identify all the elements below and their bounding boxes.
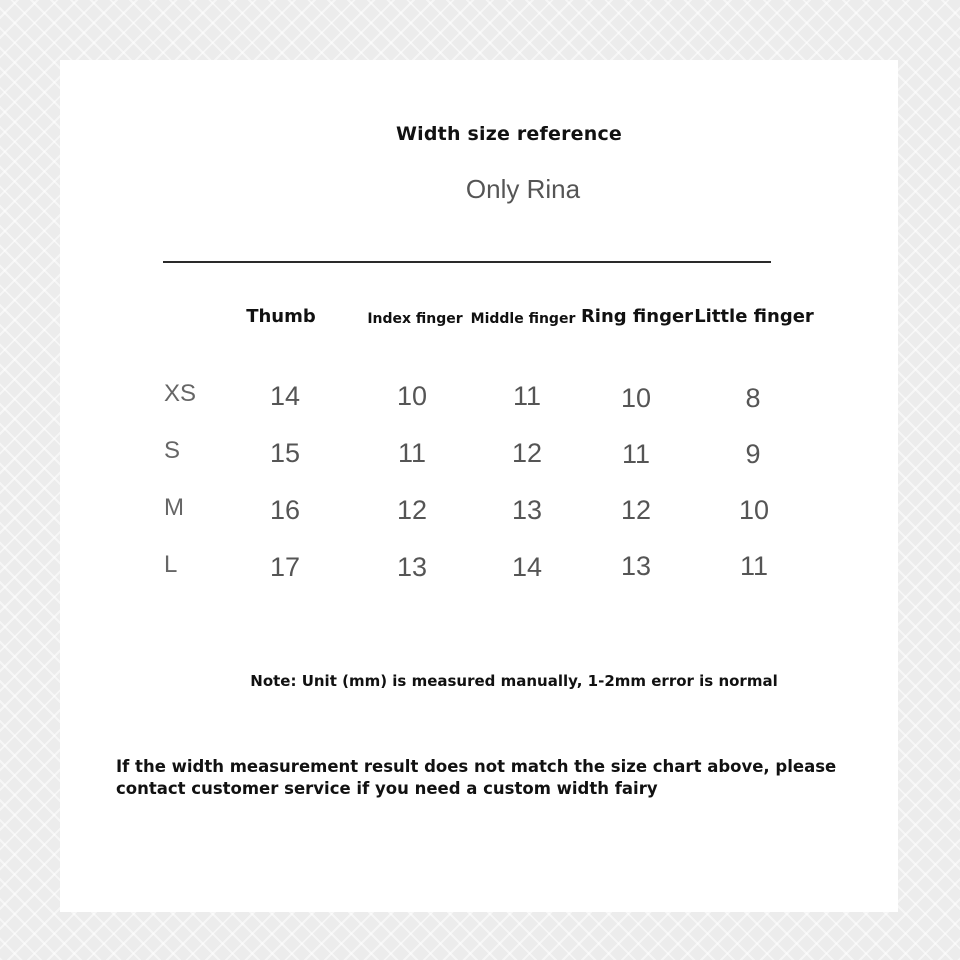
table-cell: 9 (745, 439, 761, 469)
table-cell: 8 (745, 383, 761, 413)
row-size-label: L (164, 551, 178, 578)
table-cell: 10 (738, 495, 770, 525)
column-header-ring: Ring finger (580, 306, 694, 327)
row-size-label: XS (164, 380, 197, 407)
table-cell: 11 (739, 551, 769, 581)
table-cell: 11 (397, 438, 427, 468)
table-cell: 14 (511, 552, 543, 582)
column-header-middle: Middle finger (470, 311, 576, 327)
table-cell: 10 (396, 381, 428, 411)
table-cell: 10 (620, 383, 652, 413)
table-cell: 12 (396, 495, 428, 525)
column-header-little: Little finger (694, 306, 814, 327)
brand-name: Only Rina (465, 174, 581, 204)
measurement-note: Note: Unit (mm) is measured manually, 1-2mm error is normal (250, 672, 778, 690)
table-cell: 13 (511, 495, 543, 525)
table-cell: 13 (396, 552, 428, 582)
table-cell: 12 (620, 495, 652, 525)
row-size-label: M (164, 494, 184, 521)
custom-width-notice: If the width measurement result does not match the size chart above, please contact customer service if you need a custom width fairy (116, 757, 837, 798)
divider-line (163, 261, 771, 263)
table-cell: 14 (269, 381, 301, 411)
table-cell: 16 (269, 495, 301, 525)
table-cell: 13 (620, 551, 652, 581)
table-cell: 17 (269, 552, 301, 582)
size-chart-card (60, 60, 898, 912)
column-header-thumb: Thumb (246, 306, 316, 327)
column-header-index: Index finger (367, 311, 463, 327)
table-cell: 12 (511, 438, 543, 468)
table-cell: 15 (269, 438, 301, 468)
chart-title: Width size reference (395, 123, 623, 145)
table-cell: 11 (512, 381, 542, 411)
row-size-label: S (164, 437, 181, 464)
table-cell: 11 (621, 439, 651, 469)
